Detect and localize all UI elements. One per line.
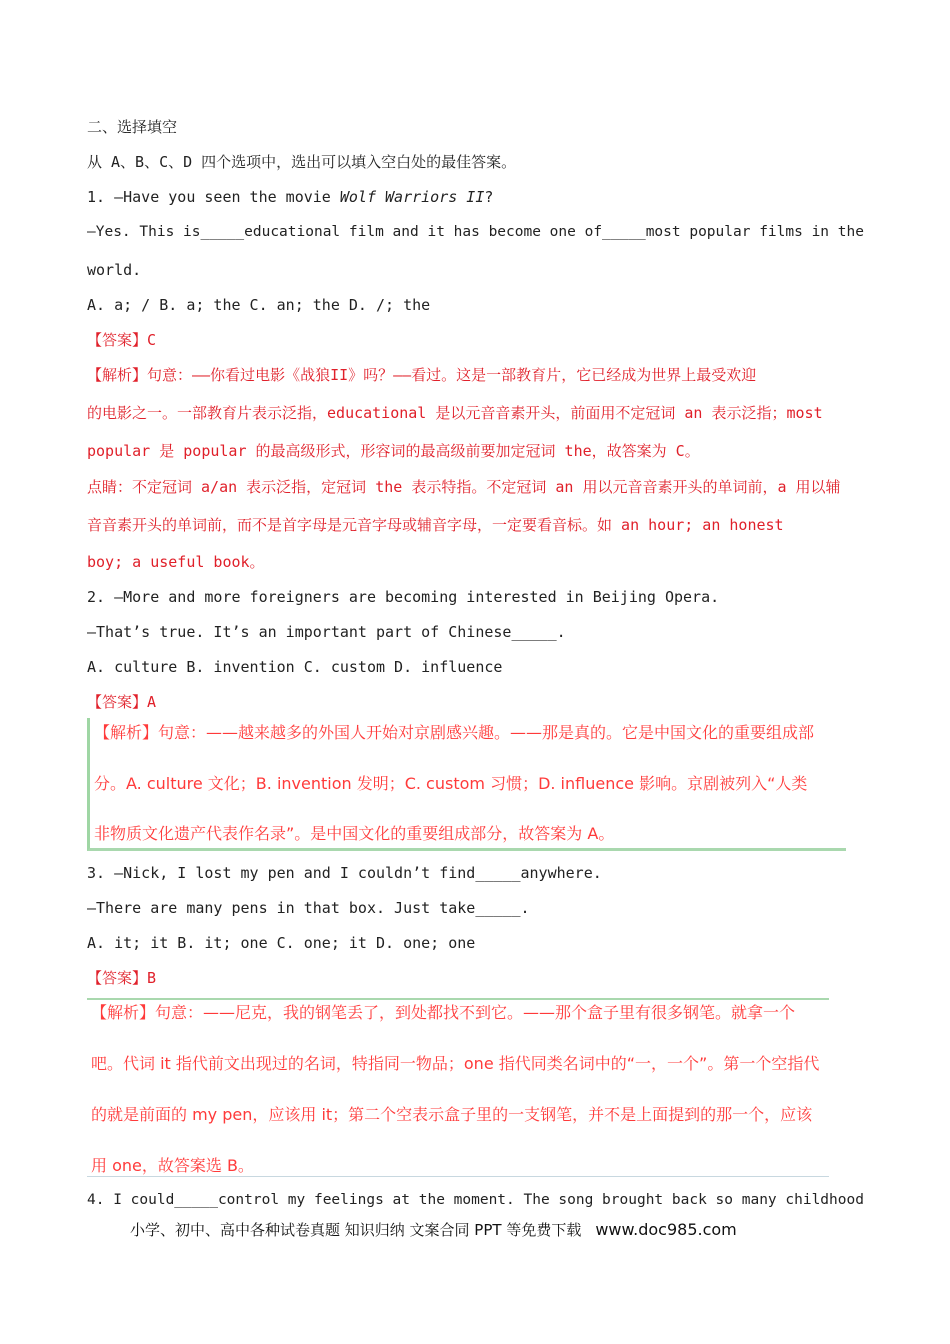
q3-analysis-line: 用 one，故答案选 B。	[91, 1156, 254, 1175]
instructions: 从 A、B、C、D 四个选项中，选出可以填入空白处的最佳答案。	[87, 153, 517, 171]
q1-analysis-line: popular 是 popular 的最高级形式，形容词的最高级前要加定冠词 the，故答案为 C。	[87, 442, 700, 460]
q2-analysis-line: 【解析】句意：——越来越多的外国人开始对京剧感兴趣。——那是真的。它是中国文化的重要组成部	[94, 723, 815, 742]
q3-line2: —There are many pens in that box. Just take_____.	[87, 899, 530, 917]
q1-movie-title: Wolf Warriors II	[339, 188, 485, 206]
q1-line2: —Yes. This is_____educational film and it has become one of_____most popular films in the	[87, 224, 864, 240]
q1-analysis-line: 【解析】句意：——你看过电影《战狼II》吗？——看过。这是一部教育片，它已经成为世界上最受欢迎	[87, 366, 757, 384]
q2-options: A. culture B. invention C. custom D. influence	[87, 658, 503, 676]
page-footer	[130, 1219, 737, 1240]
q1-tip-line: 点睛：不定冠词 a/an 表示泛指，定冠词 the 表示特指。不定冠词 an 用以元音音素开头的单词前，a 用以辅	[87, 478, 841, 496]
q3-analysis-line: 【解析】句意：——尼克，我的钢笔丢了，到处都找不到它。——那个盒子里有很多钢笔。就拿一个	[91, 1003, 796, 1022]
q1-line1-prefix: 1. —Have you seen the movie	[87, 188, 340, 206]
q1-analysis-line: 的电影之一。一部教育片表示泛指，educational 是以元音音素开头，前面用不定冠词 an 表示泛指；most	[87, 404, 823, 422]
q1-line3: world.	[87, 261, 142, 279]
q2-line2: —That’s true. It’s an important part of Chinese_____.	[87, 623, 566, 641]
q1-answer: 【答案】C	[87, 331, 157, 349]
q3-line1: 3. —Nick, I lost my pen and I couldn’t find_____anywhere.	[87, 864, 602, 882]
q2-analysis-line: 分。A. culture 文化；B. invention 发明；C. custom 习惯；D. influence 影响。京剧被列入“人类	[94, 774, 808, 793]
q3-analysis-line: 吧。代词 it 指代前文出现过的名词，特指同一物品；one 指代同类名词中的“一，一个”。第一个空指代	[91, 1054, 820, 1073]
section-title: 二、选择填空	[87, 118, 178, 136]
q1-line1	[87, 187, 493, 207]
q3-analysis-line: 的就是前面的 my pen，应该用 it；第二个空表示盒子里的一支钢笔，并不是上面提到的那一个，应该	[91, 1105, 813, 1124]
q4-line1: 4. I could_____control my feelings at the moment. The song brought back so many childhood	[87, 1192, 864, 1208]
q1-tip-line: 音音素开头的单词前，而不是首字母是元音字母或辅音字母，一定要看音标。如 an hour; an honest	[87, 516, 784, 534]
q1-tip-line: boy; a useful book。	[87, 553, 265, 571]
q3-analysis-image	[87, 998, 829, 1177]
q1-line1-suffix: ?	[484, 188, 494, 206]
footer-text: 小学、初中、高中各种试卷真题 知识归纳 文案合同 PPT 等免费下载	[130, 1221, 582, 1239]
q2-answer: 【答案】A	[87, 693, 157, 711]
q3-options: A. it; it B. it; one C. one; it D. one; one	[87, 934, 476, 952]
q2-analysis-line: 非物质文化遗产代表作名录”。是中国文化的重要组成部分，故答案为 A。	[94, 824, 615, 843]
q2-line1: 2. —More and more foreigners are becoming interested in Beijing Opera.	[87, 588, 720, 606]
q1-options: A. a; / B. a; the C. an; the D. /; the	[87, 296, 431, 314]
q2-analysis-image	[87, 718, 846, 851]
q3-answer: 【答案】B	[87, 969, 157, 987]
footer-url[interactable]: www.doc985.com	[595, 1220, 737, 1239]
